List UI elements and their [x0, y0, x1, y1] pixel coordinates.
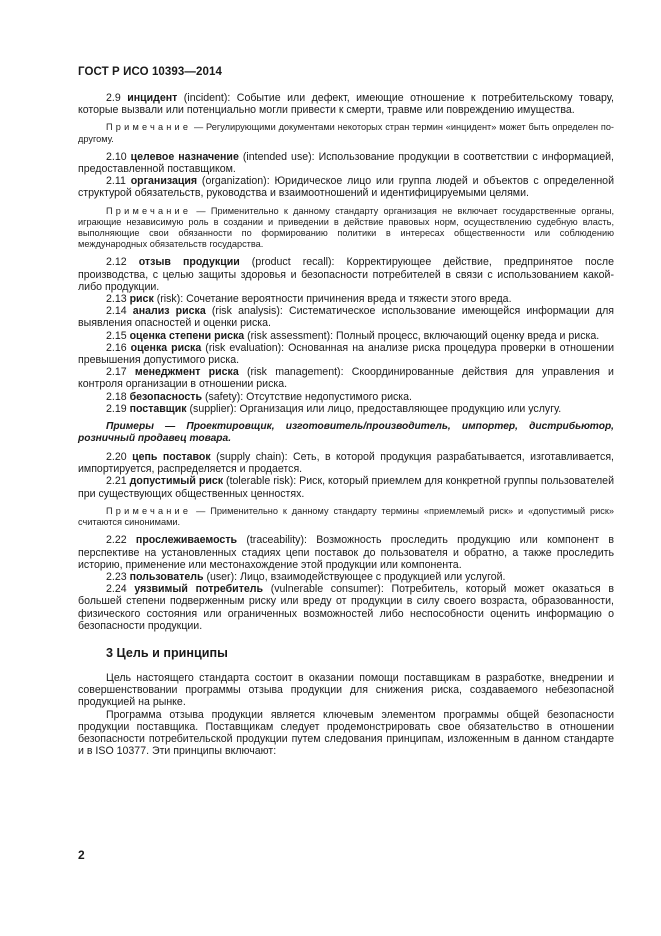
note-label: Примечание — [106, 205, 192, 216]
term-number: 2.17 — [106, 366, 127, 379]
term-number: 2.19 — [106, 402, 127, 415]
document-body — [78, 92, 614, 757]
term-name: пользователь — [129, 570, 204, 583]
example-text: Примеры — Проектировщик, изготовитель/производитель, импортер, дистрибьютор, розничный продавец товара. — [78, 421, 614, 445]
term-number: 2.13 — [106, 293, 127, 306]
term-name: инцидент — [127, 92, 178, 104]
term-text: (risk evaluation): Основанная на анализе риска процедура проверки в отношении превышения допустимого риска. — [78, 341, 614, 367]
term-text: (risk): Сочетание вероятности причинения вреда и тяжести этого вреда. — [153, 293, 512, 306]
term-number: 2.12 — [106, 256, 127, 269]
term-text: (traceability): Возможность проследить продукцию или компонент в перспективе на установленных стадиях цепи поставок до пользователя и обратно, а также проследить историю, применение или местонахождение этой продукции или компонента. — [78, 534, 615, 571]
term-number: 2.24 — [106, 583, 127, 596]
term-definition — [78, 366, 614, 390]
term-definition — [78, 451, 614, 475]
term-name: поставщик — [129, 402, 187, 415]
note-text: — Применительно к данному стандарту термины «приемлемый риск» и «допустимый риск» считаются синонимами. — [78, 505, 614, 528]
document-header: ГОСТ Р ИСО 10393—2014 — [78, 66, 223, 78]
note — [78, 206, 614, 251]
term-text: (product recall): Корректирующее действие, предпринятое после производства, с целью защиты здоровья и безопасности потребителей в связи с использованием какой-либо продукции. — [78, 256, 614, 293]
term-definition — [78, 330, 614, 342]
term-definition — [78, 92, 614, 116]
term-name: прослеживаемость — [135, 534, 238, 547]
term-number: 2.16 — [106, 341, 127, 354]
term-definition — [78, 305, 614, 329]
term-name: безопасность — [129, 390, 202, 403]
term-text: (safety): Отсутствие недопустимого риска. — [202, 390, 412, 403]
term-name: уязвимый потребитель — [134, 583, 264, 596]
note-label: Примечание — [106, 122, 192, 133]
term-definition — [78, 583, 614, 632]
section-heading: 3 Цель и принципы — [106, 645, 228, 660]
term-list — [78, 151, 614, 200]
term-list — [78, 451, 614, 500]
term-number: 2.15 — [106, 329, 127, 342]
term-number: 2.20 — [106, 451, 127, 464]
term-definition — [78, 403, 614, 415]
note-label: Примечание — [106, 505, 192, 516]
paragraph: Программа отзыва продукции является ключевым элементом программы общей безопасности продукции поставщика. Поставщикам следует продемонстрировать свое обязательство в отношении безопасности потребительской продукции путем следования принципам, изложенным в данном стандарте и в ISO 10377. Эти принципы включают: — [78, 708, 614, 758]
term-number: 2.21 — [106, 475, 127, 488]
term-number: 2.14 — [106, 305, 127, 318]
term-name: оценка риска — [130, 341, 202, 354]
term-text: (tolerable risk): Риск, который приемлем для конкретной группы пользователей при существующих общественных ценностях. — [78, 475, 614, 500]
term-number: 2.9 — [106, 92, 121, 104]
term-list — [78, 92, 614, 116]
page-number: 2 — [78, 848, 85, 862]
note — [78, 506, 614, 528]
term-text: (supplier): Организация или лицо, предоставляющее продукцию или услугу. — [186, 402, 562, 415]
term-number: 2.10 — [106, 150, 127, 163]
term-definition — [78, 151, 614, 175]
term-text: (risk management): Скоординированные действия для управления и контроля организации в отношении риска. — [78, 366, 614, 391]
term-list — [78, 256, 614, 415]
term-name: цепь поставок — [132, 451, 211, 464]
term-definition — [78, 342, 614, 366]
term-name: анализ риска — [132, 305, 206, 318]
term-list — [78, 534, 614, 632]
term-name: менеджмент риска — [134, 366, 239, 379]
note — [78, 122, 614, 144]
term-definition — [78, 475, 614, 499]
term-definition — [78, 534, 614, 571]
term-definition — [78, 293, 614, 305]
term-number: 2.18 — [106, 390, 127, 403]
term-definition — [78, 571, 614, 583]
term-text: (user): Лицо, взаимодействующее с продукцией или услугой. — [203, 570, 506, 583]
term-text: (risk assessment): Полный процесс, включающий оценку вреда и риска. — [244, 329, 600, 342]
term-name: организация — [130, 175, 198, 188]
term-text: (vulnerable consumer): Потребитель, который может оказаться в большей степени подверженным риску или вреду от продукции в силу своего возраста, образованности, физического состояния или ограниченных возможностей либо неспособности оценить информацию о безопасности продукции. — [78, 583, 614, 632]
term-name: отзыв продукции — [138, 256, 240, 269]
paragraph: Цель настоящего стандарта состоит в оказании помощи поставщикам в разработке, внедрении и совершенствовании программы отзыва продукции для снижения риска, создаваемого небезопасной продукцией на рынке. — [78, 671, 614, 709]
term-name: допустимый риск — [129, 475, 224, 488]
term-text: (intended use): Использование продукции в соответствии с информацией, предоставленной поставщиком. — [78, 150, 614, 176]
term-definition — [78, 256, 614, 293]
term-text: (risk analysis): Систематическое использование имеющейся информации для выявления опасностей и оценки риска. — [78, 305, 614, 330]
term-number: 2.22 — [106, 534, 127, 547]
term-text: (incident): Событие или дефект, имеющие отношение к потребительскому товару, которые вызвали или потенциально могли привести к смерти, травме или повреждению имущества. — [78, 92, 614, 117]
term-name: оценка степени риска — [129, 329, 245, 342]
term-definition — [78, 391, 614, 403]
note-text: — Применительно к данному стандарту организация не включает государственные органы, играющие независимую роль в создании и приведении в действие правовых норм, осуществлению судебную власть, выполняющие свои обязанности по формированию политики в интересах общественности или соблюдению международных обязательств государства. — [78, 205, 614, 250]
term-definition — [78, 175, 614, 199]
term-text: (supply chain): Cеть, в которой продукция разрабатывается, изготавливается, импортируется, распределяется и продается. — [78, 451, 614, 476]
note-text: — Регулирующими документами некоторых стран термин «инцидент» может быть определен по-другому. — [78, 122, 614, 144]
term-number: 2.23 — [106, 570, 127, 583]
term-name: риск — [129, 293, 154, 306]
term-number: 2.11 — [106, 175, 126, 188]
term-text: (organization): Юридическое лицо или группа людей и объектов с определенной структурой обязательств, руководства и взаимоотношений и идентифицируемыми целями. — [78, 175, 614, 200]
term-name: целевое назначение — [130, 150, 239, 163]
